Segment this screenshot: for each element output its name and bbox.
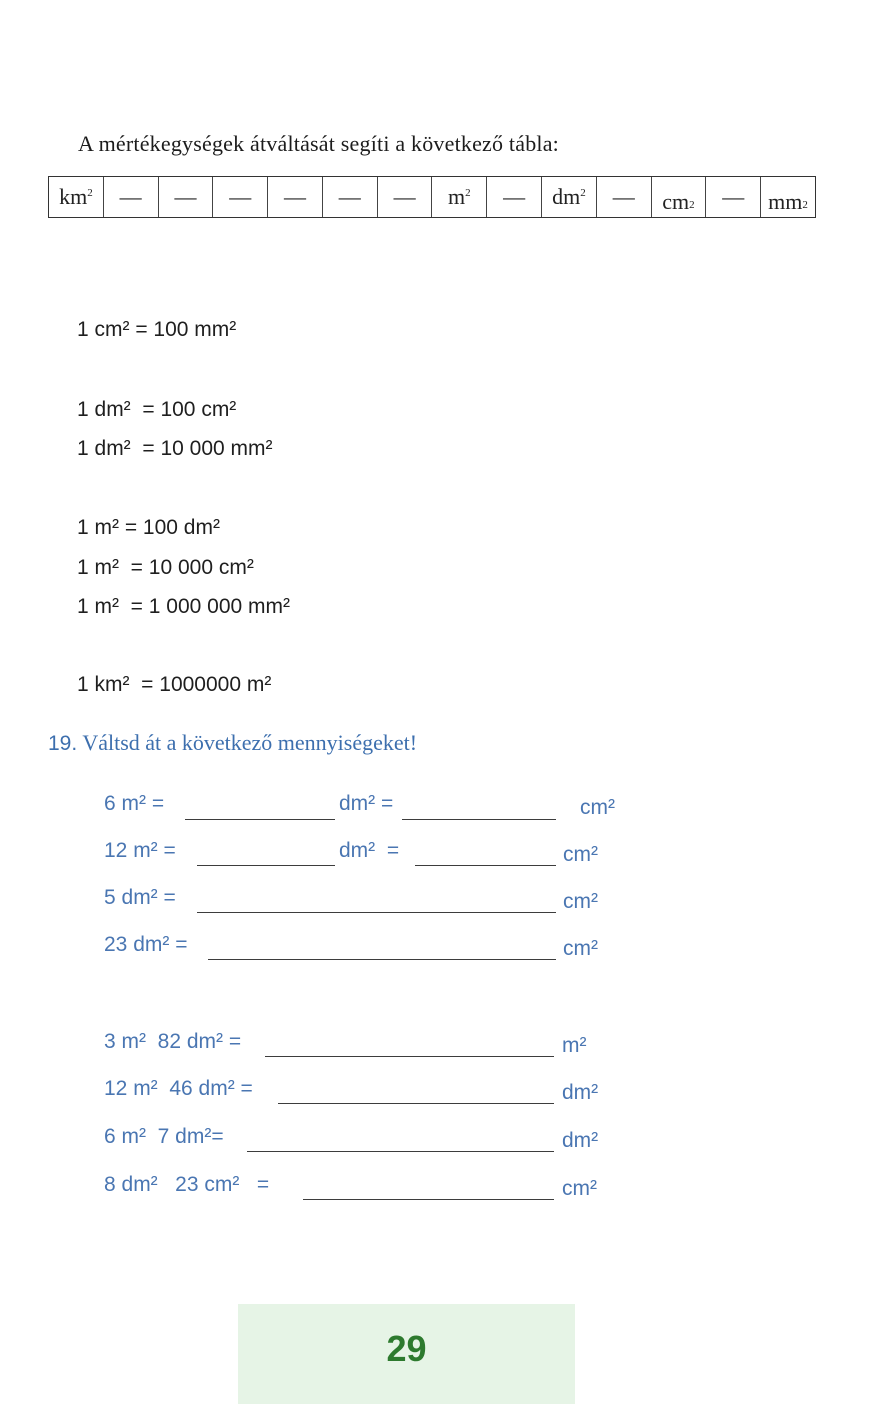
answer-line[interactable] [185,819,335,820]
exercise-3-left: 5 dm² = [104,886,176,909]
exercise-4-left: 23 dm² = [104,933,188,956]
unit-cell-dash: — [268,177,323,217]
exercise-2-mid: dm² = [339,839,400,862]
unit-cell-dash: — [213,177,268,217]
exercise-2-left: 12 m² = [104,839,176,862]
exercise-7-left: 6 m² 7 dm²= [104,1125,224,1148]
unit-cell-dash: — [378,177,433,217]
fact-m-cm: 1 m² = 10 000 cm² [77,556,254,579]
unit-cell-dash: — [597,177,652,217]
answer-line[interactable] [208,959,556,960]
answer-line[interactable] [247,1151,554,1152]
exercise-2-right: cm² [563,843,598,866]
exercise-3-right: cm² [563,890,598,913]
unit-cell-cm: cm 2 [652,177,707,217]
unit-cell-dash: — [159,177,214,217]
page-number: 29 [386,1328,427,1369]
fact-km-m: 1 km² = 1000000 m² [77,673,272,696]
exercise-8-right: cm² [562,1177,597,1200]
unit-cell-dash: — [104,177,159,217]
exercise-7-right: dm² [562,1129,599,1152]
unit-cell-dash: — [487,177,542,217]
exercise-8-left: 8 dm² 23 cm² = [104,1173,270,1196]
unit-cell-km: km 2 [49,177,104,217]
fact-dm-mm: 1 dm² = 10 000 mm² [77,437,273,460]
superscript-2: 2 [802,199,808,211]
exercise-6-left: 12 m² 46 dm² = [104,1077,253,1100]
answer-line[interactable] [415,865,556,866]
fact-m-dm: 1 m² = 100 dm² [77,516,220,539]
exercise-1-right: cm² [580,796,615,819]
exercise-5-right: m² [562,1034,587,1057]
exercise-1-mid: dm² = [339,792,394,815]
exercise-5-left: 3 m² 82 dm² = [104,1030,242,1053]
task-number: 19. [48,732,78,755]
unit-cell-mm: mm 2 [768,189,808,214]
unit-conversion-table [48,176,816,218]
unit-cell-dash: — [323,177,378,217]
unit-cell-m: m 2 [432,177,487,217]
superscript-2: 2 [87,187,93,199]
page-title: A mértékegységek átváltását segíti a következő tábla: [78,131,559,156]
exercise-4-right: cm² [563,937,598,960]
superscript-2: 2 [689,199,695,211]
fact-dm-cm: 1 dm² = 100 cm² [77,398,237,421]
unit-cell-dash: — [706,177,761,217]
task-heading [48,730,417,756]
task-text: Váltsd át a következő mennyiségeket! [82,730,418,755]
answer-line[interactable] [402,819,556,820]
fact-cm-mm: 1 cm² = 100 mm² [77,318,237,341]
superscript-2: 2 [580,187,586,199]
fact-m-mm: 1 m² = 1 000 000 mm² [77,595,291,618]
unit-cell-dm: dm 2 [542,177,597,217]
exercise-6-right: dm² [562,1081,599,1104]
exercise-1-left: 6 m² = [104,792,165,815]
answer-line[interactable] [197,912,556,913]
answer-line[interactable] [265,1056,554,1057]
answer-line[interactable] [303,1199,554,1200]
answer-line[interactable] [278,1103,554,1104]
superscript-2: 2 [465,187,471,199]
answer-line[interactable] [197,865,335,866]
